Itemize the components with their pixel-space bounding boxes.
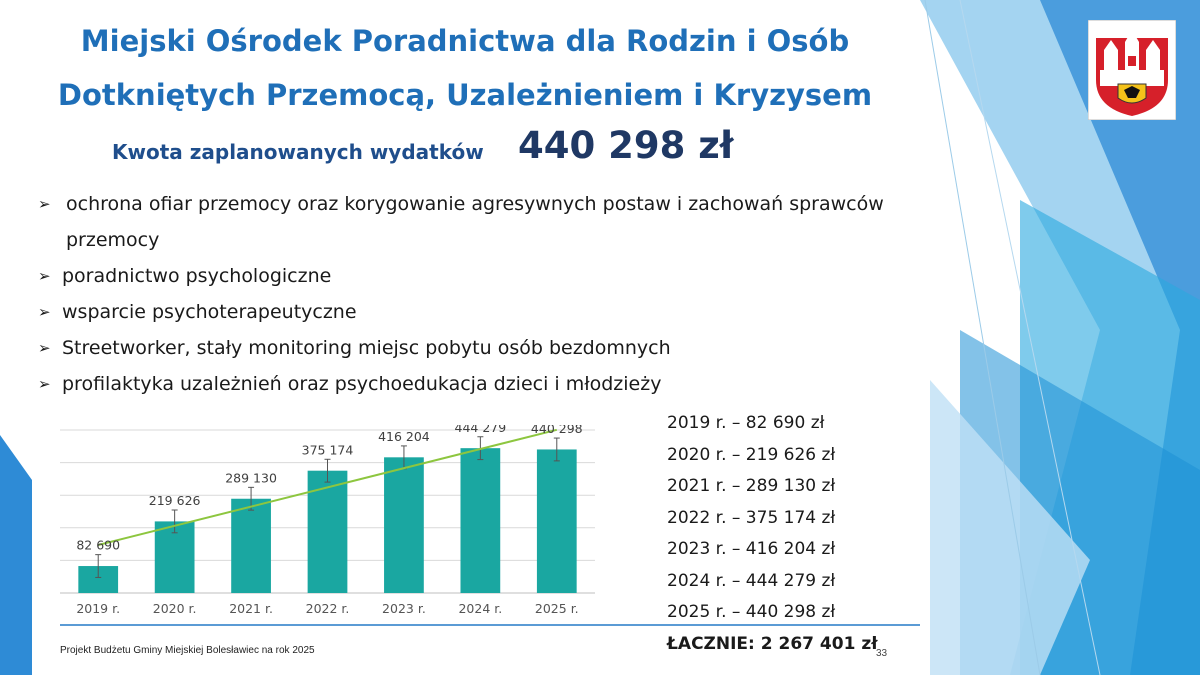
data-label: 440 298 <box>530 425 583 437</box>
bullet-text: Streetworker, stały monitoring miejsc pobytu osób bezdomnych <box>62 337 671 359</box>
footer-text: Projekt Budżetu Gminy Miejskiej Bolesławiec na rok 2025 <box>60 645 315 656</box>
x-tick-label: 2025 r. <box>534 601 579 616</box>
bullet-arrow-icon: ➢ <box>38 303 51 321</box>
bar <box>460 448 500 593</box>
x-tick-label: 2020 r. <box>152 601 197 616</box>
bullet-arrow-icon: ➢ <box>38 267 51 285</box>
bar <box>308 471 348 593</box>
yearly-amount-item: 2022 r. – 375 174 zł <box>667 507 836 528</box>
bar <box>537 449 577 593</box>
budget-amount: 440 298 zł <box>518 124 734 167</box>
x-tick-label: 2021 r. <box>229 601 273 616</box>
coat-of-arms-logo <box>1088 20 1176 120</box>
bullet-item <box>38 186 938 258</box>
budget-label: Kwota zaplanowanych wydatków <box>112 140 484 164</box>
yearly-amount-item: 2025 r. – 440 298 zł <box>667 602 836 622</box>
right-lower-shape <box>1020 200 1200 675</box>
bar <box>231 499 271 593</box>
data-label: 375 174 <box>301 442 354 458</box>
chart-svg <box>55 425 600 625</box>
budget-bar-chart <box>55 425 600 625</box>
bullet-arrow-icon: ➢ <box>38 339 51 357</box>
yearly-amount-item: 2020 r. – 219 626 zł <box>667 444 836 465</box>
data-label: 219 626 <box>148 492 201 508</box>
yearly-amount-item: 2021 r. – 289 130 zł <box>667 476 836 496</box>
slide-title-line1: Miejski Ośrodek Poradnictwa dla Rodzin i Osób <box>80 24 850 58</box>
yearly-amounts-list <box>667 408 835 629</box>
bullet-text: profilaktyka uzależnień oraz psychoedukacja dzieci i młodzieży <box>62 373 662 395</box>
footer-divider <box>60 624 920 626</box>
bullet-item <box>38 330 938 366</box>
x-tick-label: 2023 r. <box>382 601 426 616</box>
yearly-amount-item: 2024 r. – 444 279 zł <box>667 570 836 591</box>
bullet-arrow-icon: ➢ <box>38 195 51 213</box>
bullet-text: ochrona ofiar przemocy oraz korygowanie agresywnych postaw i zachowań sprawców <box>66 193 884 215</box>
data-label: 82 690 <box>76 537 121 553</box>
right-light-shape <box>930 380 1090 675</box>
yearly-amount-item: 2019 r. – 82 690 zł <box>667 413 825 433</box>
bar <box>384 457 424 593</box>
left-accent-shape <box>0 435 32 675</box>
data-label: 289 130 <box>225 470 277 486</box>
data-label: 416 204 <box>378 428 430 444</box>
bullet-text: poradnictwo psychologiczne <box>62 265 332 287</box>
bullet-text-continued: przemocy <box>66 229 160 251</box>
bullet-item <box>38 258 938 294</box>
right-bottom-shape <box>960 330 1200 675</box>
yearly-amount-item: 2023 r. – 416 204 zł <box>667 539 836 559</box>
decor-line-1 <box>925 0 1040 675</box>
task-bullet-list <box>38 186 938 402</box>
decor-line-2 <box>960 0 1100 675</box>
data-label: 444 279 <box>454 425 507 435</box>
bullet-item <box>38 366 938 402</box>
bullet-text: wsparcie psychoterapeutyczne <box>62 301 357 323</box>
x-tick-label: 2019 r. <box>76 601 121 616</box>
x-tick-label: 2024 r. <box>458 601 503 616</box>
x-tick-label: 2022 r. <box>305 601 350 616</box>
bullet-arrow-icon: ➢ <box>38 375 51 393</box>
bullet-item <box>38 294 938 330</box>
page-number: 33 <box>876 648 888 659</box>
slide-title-line2: Dotkniętych Przemocą, Uzależnieniem i Kryzysem <box>57 78 873 112</box>
total-amount: ŁACZNIE: 2 267 401 zł <box>667 634 878 654</box>
